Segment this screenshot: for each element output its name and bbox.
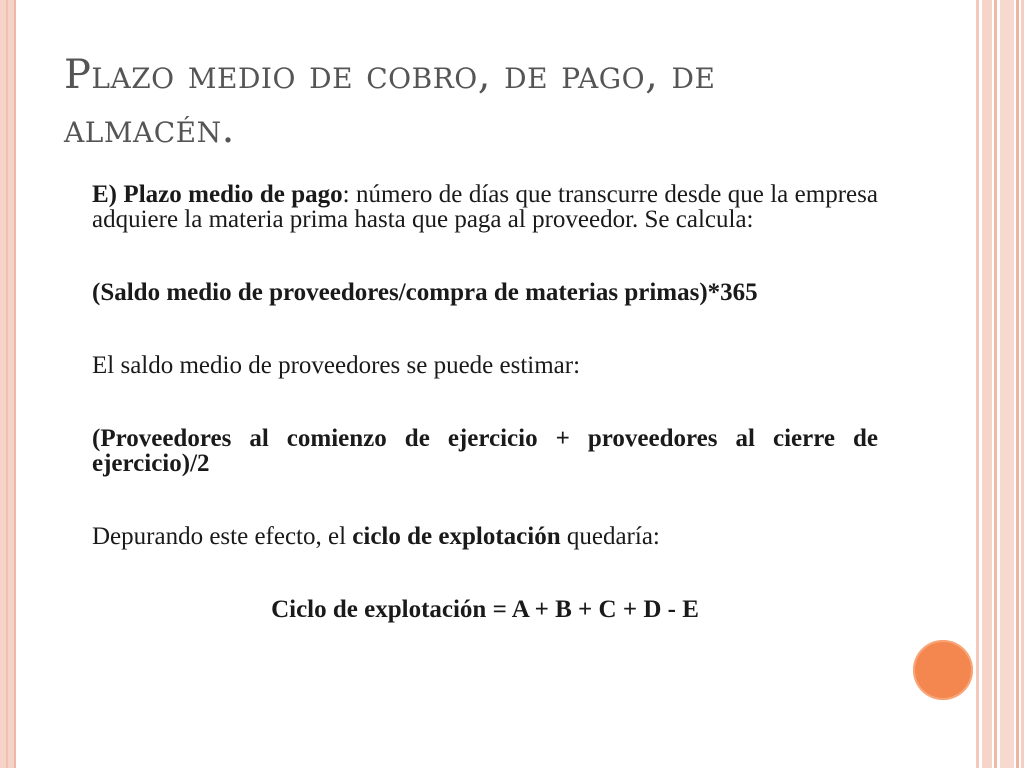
- cycle-text-after: quedaría:: [560, 523, 660, 550]
- cycle-term: ciclo de explotación: [352, 523, 561, 550]
- decorative-circle: [913, 640, 973, 700]
- slide-title: Plazo medio de cobro, de pago, de almacén.: [64, 52, 716, 152]
- definition-text: : número de días que transcurre desde que la empresa adquiere la materia prima hasta que paga al proveedor. Se calcula:: [92, 181, 878, 233]
- formula-proveedores: (Proveedores al comienzo de ejercicio + proveedores al cierre de ejercicio)/2: [92, 425, 878, 477]
- left-decorative-stripe: [0, 0, 16, 768]
- formula-ciclo: Ciclo de explotación = A + B + C + D - E: [271, 596, 699, 623]
- definition-term: E) Plazo medio de pago: [92, 181, 343, 208]
- slide-body: [92, 182, 878, 622]
- paragraph-cycle: [92, 524, 878, 549]
- right-decorative-stripes: [976, 0, 1024, 768]
- cycle-text-before: Depurando este efecto, el: [92, 523, 353, 550]
- paragraph-definition: [92, 182, 878, 232]
- paragraph-estimate: El saldo medio de proveedores se puede estimar:: [92, 352, 581, 379]
- formula-saldo-medio: (Saldo medio de proveedores/compra de materias primas)*365: [92, 279, 758, 306]
